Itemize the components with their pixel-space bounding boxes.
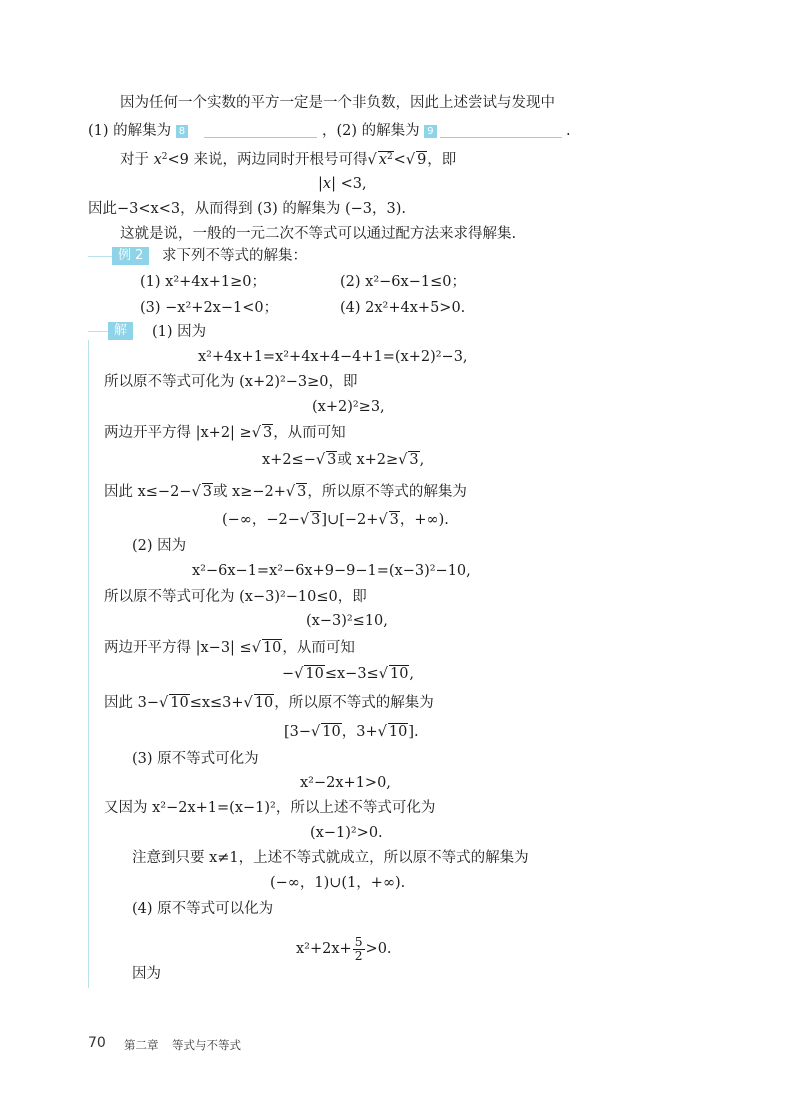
s2-l6-b: ≤x−3≤ <box>324 666 379 682</box>
page-number: 70 <box>88 1035 106 1051</box>
sqrt-10: 10 <box>305 666 324 682</box>
s1-l7-b: 或 x≥−2+ <box>212 484 286 500</box>
solution-side-rule <box>88 340 89 988</box>
solution-3-equation: x²−2x+1>0, <box>300 775 391 791</box>
intro-line-2-text-b: ，(2) 的解集为 <box>322 123 420 139</box>
example-tag: 例 2 <box>112 247 149 265</box>
s2-l5-a: 两边开平方得 |x−3| ≤ <box>104 640 252 656</box>
solution-1-answer: (−∞，−2−√ 3]∪[−2+√ 3，+∞). <box>222 512 449 528</box>
sqrt-3: 3 <box>327 452 337 468</box>
sqrt-3: 3 <box>262 425 273 441</box>
intro-line-6: 这就是说，一般的一元二次不等式可以通过配方法来求得解集. <box>120 226 517 242</box>
solution-1-line-3: 所以原不等式可化为 (x+2)²−3≥0，即 <box>104 374 358 390</box>
fraction-denominator: 2 <box>354 948 363 963</box>
s1-l7-a: 因此 x≤−2− <box>104 484 192 500</box>
sqrt-10: 10 <box>322 724 341 740</box>
solution-rule <box>88 331 108 332</box>
solution-2-line-4: (x−3)²≤10, <box>306 613 388 629</box>
s2-l5-b: ，从而可知 <box>282 640 355 656</box>
blank-8-marker: 8 <box>176 125 188 138</box>
sqrt-10: 10 <box>388 724 408 740</box>
example-rule <box>88 256 112 257</box>
solution-3-line-5: 注意到只要 x≠1，上述不等式就成立，所以原不等式的解集为 <box>132 850 529 866</box>
solution-1-line-7: 因此 x≤−2−√ 3或 x≥−2+√ 3，所以原不等式的解集为 <box>104 484 467 500</box>
solution-tag: 解 <box>108 322 133 340</box>
s2-l6-c: , <box>409 666 415 682</box>
s1-l8-b: ]∪[−2+ <box>321 512 379 528</box>
solution-4-tail: 因为 <box>132 966 161 982</box>
problem-2: (2) x²−6x−1≤0； <box>340 274 466 290</box>
solution-2-answer: [3−√ 10，3+√ 10]. <box>284 724 419 740</box>
s4-eq-a: x²+2x+ <box>296 941 352 957</box>
problem-1: (1) x²+4x+1≥0； <box>140 274 266 290</box>
s2-l8-a: [3− <box>284 724 312 740</box>
blank-9-underline <box>440 137 562 138</box>
solution-1-equation: x²+4x+1=x²+4x+4−4+1=(x+2)²−3, <box>198 349 468 365</box>
s4-eq-b: >0. <box>365 941 392 957</box>
solution-2-line-3: 所以原不等式可化为 (x−3)²−10≤0，即 <box>104 589 367 605</box>
solution-1-line-5: 两边开平方得 |x+2| ≥√ 3，从而可知 <box>104 425 346 441</box>
intro-line-1: 因为任何一个实数的平方一定是一个非负数，因此上述尝试与发现中 <box>120 95 555 111</box>
intro-line-2-end: . <box>566 123 571 139</box>
intro-line-3-b: <9 来说，两边同时开根号可得 <box>167 152 368 168</box>
intro-line-2-part-b <box>322 121 437 141</box>
chapter-title: 等式与不等式 <box>172 1038 241 1052</box>
intro-line-3-c: < <box>393 152 406 168</box>
solution-2-equation: x²−6x−1=x²−6x+9−9−1=(x−3)²−10, <box>192 563 471 579</box>
problem-4: (4) 2x²+4x+5>0. <box>340 300 466 316</box>
s1-l8-c: ，+∞). <box>399 512 449 528</box>
solution-4-equation <box>296 932 392 966</box>
abs-x: x <box>322 176 332 192</box>
s2-l8-b: ，3+ <box>341 724 378 740</box>
blank-8-underline <box>204 137 317 138</box>
intro-line-3-d: ，即 <box>427 152 457 168</box>
solution-2-head: (2) 因为 <box>132 538 187 554</box>
solution-1-head: (1) 因为 <box>152 324 207 340</box>
problem-3: (3) −x²+2x−1<0； <box>140 300 279 316</box>
solution-2-line-6: −√ 10≤x−3≤√ 10, <box>282 666 415 682</box>
solution-3-head: (3) 原不等式可化为 <box>132 751 259 767</box>
s1-l8-a: (−∞，−2− <box>222 512 300 528</box>
solution-1-line-4: (x+2)²≥3, <box>312 399 385 415</box>
intro-line-5: 因此−3<x<3，从而得到 (3) 的解集为 (−3，3). <box>88 201 406 217</box>
abs-rest: <3, <box>340 176 367 192</box>
intro-line-3-a: 对于 <box>120 152 154 168</box>
s2-l7-c: ，所以原不等式的解集为 <box>274 695 434 711</box>
s1-l6-c: , <box>419 452 425 468</box>
intro-abs-inequality: |x| <3, <box>318 176 367 192</box>
solution-3-answer: (−∞，1)∪(1，+∞). <box>270 875 406 891</box>
intro-line-3: 对于 $x^2<9$ 来说，两边同时开根号可得√ $x^2<√$ 9，即 <box>120 152 457 168</box>
intro-line-2 <box>88 121 188 141</box>
solution-3-line-4: (x−1)²>0. <box>310 825 383 841</box>
sqrt-10: 10 <box>262 640 282 656</box>
solution-1-line-6: x+2≤−√ 3或 x+2≥√ 3, <box>262 452 425 468</box>
fraction-5-over-2 <box>353 936 365 963</box>
s1-l6-a: x+2≤− <box>262 452 316 468</box>
sqrt-3: 3 <box>389 512 399 528</box>
sqrt-10: 10 <box>254 695 274 711</box>
sqrt-10: 10 <box>389 666 409 682</box>
intro-line-2-text-a: (1) 的解集为 <box>88 123 172 139</box>
s2-l6-a: − <box>282 666 295 682</box>
solution-4-head: (4) 原不等式可以化为 <box>132 901 274 917</box>
s2-l8-c: ]. <box>408 724 419 740</box>
s1-l5-a: 两边开平方得 |x+2| ≥ <box>104 425 252 441</box>
sqrt-10: 10 <box>170 695 189 711</box>
s1-l6-b: 或 x+2≥ <box>337 452 399 468</box>
chapter-label: 第二章 <box>124 1038 159 1052</box>
solution-2-line-7: 因此 3−√ 10≤x≤3+√ 10，所以原不等式的解集为 <box>104 695 434 711</box>
s1-l7-c: ，所以原不等式的解集为 <box>307 484 467 500</box>
s2-l7-b: ≤x≤3+ <box>189 695 244 711</box>
s2-l7-a: 因此 3− <box>104 695 159 711</box>
fraction-numerator: 5 <box>354 934 363 949</box>
sqrt-3: 3 <box>202 484 212 500</box>
sqrt-3: 3 <box>311 512 321 528</box>
sqrt-3: 3 <box>297 484 307 500</box>
solution-3-line-3: 又因为 x²−2x+1=(x−1)²，所以上述不等式可化为 <box>104 800 436 816</box>
solution-2-line-5: 两边开平方得 |x−3| ≤√ 10，从而可知 <box>104 640 355 656</box>
example-prompt: 求下列不等式的解集： <box>162 248 307 264</box>
s1-l5-b: ，从而可知 <box>273 425 346 441</box>
blank-9-marker: 9 <box>424 125 436 138</box>
sqrt-3: 3 <box>409 452 419 468</box>
